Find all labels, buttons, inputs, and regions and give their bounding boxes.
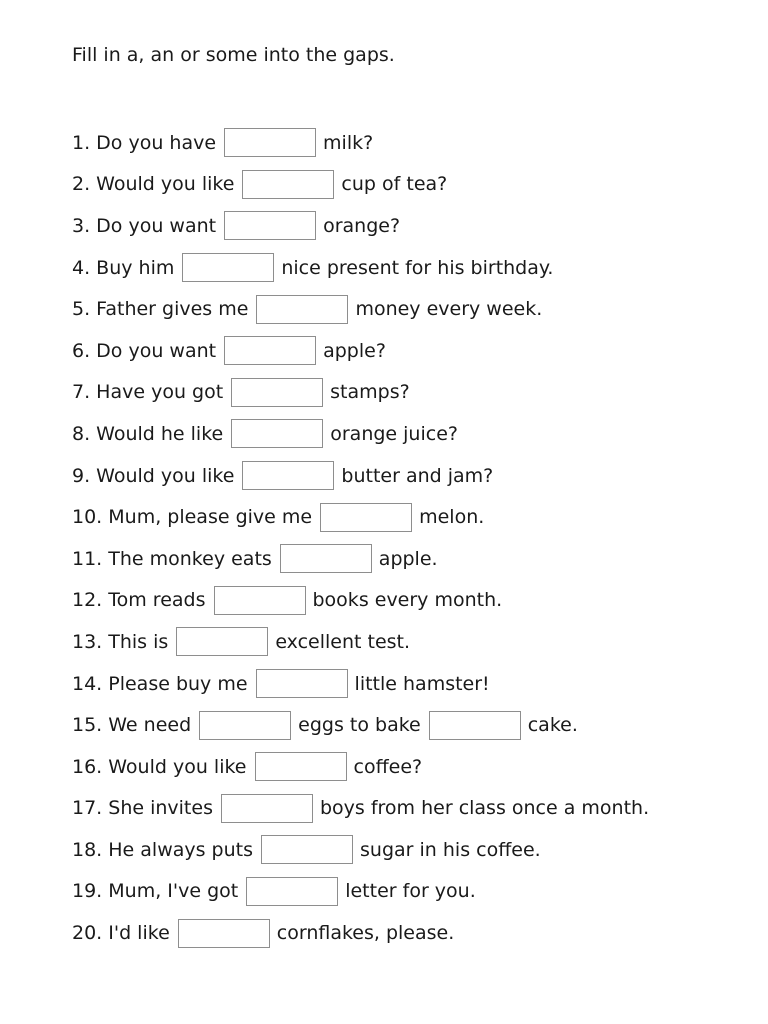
question-prompt: 9. Would you like	[72, 464, 235, 487]
answer-gap-input[interactable]	[199, 711, 291, 740]
question-item	[72, 330, 752, 372]
question-prompt: 11. The monkey eats	[72, 547, 272, 570]
question-item	[72, 788, 752, 830]
question-item	[72, 372, 752, 414]
question-item	[72, 455, 752, 497]
question-prompt: 1. Do you have	[72, 131, 217, 154]
question-item	[72, 288, 752, 330]
question-prompt: 12. Tom reads	[72, 589, 206, 612]
question-prompt: 5. Father gives me	[72, 298, 249, 321]
question-prompt: 2. Would you like	[72, 173, 235, 196]
question-prompt: 10. Mum, please give me	[72, 506, 313, 529]
question-prompt: 18. He always puts	[72, 838, 254, 861]
question-continuation: cake.	[527, 714, 578, 737]
question-continuation: excellent test.	[275, 630, 411, 653]
answer-gap-input[interactable]	[224, 128, 316, 157]
question-continuation: letter for you.	[345, 880, 476, 903]
answer-gap-input[interactable]	[178, 919, 270, 948]
question-continuation: stamps?	[330, 381, 410, 404]
answer-gap-input[interactable]	[176, 627, 268, 656]
question-item	[72, 247, 752, 289]
question-prompt: 4. Buy him	[72, 256, 175, 279]
question-continuation: butter and jam?	[341, 464, 494, 487]
answer-gap-input[interactable]	[261, 835, 353, 864]
answer-gap-input[interactable]	[224, 211, 316, 240]
question-list	[72, 122, 752, 954]
question-continuation: apple.	[378, 547, 438, 570]
answer-gap-input[interactable]	[255, 752, 347, 781]
answer-gap-input[interactable]	[429, 711, 521, 740]
question-continuation: apple?	[323, 339, 386, 362]
question-item	[72, 413, 752, 455]
question-continuation: nice present for his birthday.	[281, 256, 554, 279]
answer-gap-input[interactable]	[320, 503, 412, 532]
question-item	[72, 496, 752, 538]
question-continuation: coffee?	[353, 755, 423, 778]
instruction-text: Fill in a, an or some into the gaps.	[72, 44, 395, 66]
question-item	[72, 580, 752, 622]
question-prompt: 8. Would he like	[72, 422, 224, 445]
question-continuation: cup of tea?	[341, 173, 448, 196]
answer-gap-input[interactable]	[242, 461, 334, 490]
question-continuation: melon.	[419, 506, 485, 529]
answer-gap-input[interactable]	[231, 419, 323, 448]
question-item	[72, 164, 752, 206]
question-prompt: 6. Do you want	[72, 339, 217, 362]
question-item	[72, 205, 752, 247]
question-item	[72, 122, 752, 164]
question-continuation: little hamster!	[354, 672, 490, 695]
question-item	[72, 621, 752, 663]
question-prompt: 17. She invites	[72, 797, 213, 820]
answer-gap-input[interactable]	[280, 544, 372, 573]
question-continuation: sugar in his coffee.	[360, 838, 541, 861]
answer-gap-input[interactable]	[231, 378, 323, 407]
answer-gap-input[interactable]	[221, 794, 313, 823]
answer-gap-input[interactable]	[182, 253, 274, 282]
question-continuation: orange?	[323, 214, 401, 237]
question-item	[72, 829, 752, 871]
question-continuation: cornflakes, please.	[276, 922, 455, 945]
answer-gap-input[interactable]	[246, 877, 338, 906]
answer-gap-input[interactable]	[256, 669, 348, 698]
answer-gap-input[interactable]	[242, 170, 334, 199]
question-prompt: 7. Have you got	[72, 381, 224, 404]
question-continuation: money every week.	[355, 298, 543, 321]
question-prompt: 13. This is	[72, 630, 169, 653]
answer-gap-input[interactable]	[256, 295, 348, 324]
question-continuation: books every month.	[312, 589, 503, 612]
question-prompt: 20. I'd like	[72, 922, 170, 945]
question-prompt: 3. Do you want	[72, 214, 217, 237]
question-prompt: 14. Please buy me	[72, 672, 248, 695]
question-item	[72, 746, 752, 788]
answer-gap-input[interactable]	[214, 586, 306, 615]
question-continuation: milk?	[323, 131, 374, 154]
question-item	[72, 704, 752, 746]
question-item	[72, 871, 752, 913]
question-item	[72, 912, 752, 954]
worksheet	[72, 42, 752, 954]
question-item	[72, 663, 752, 705]
question-prompt: 19. Mum, I've got	[72, 880, 239, 903]
question-continuation: eggs to bake	[298, 714, 421, 737]
question-continuation: orange juice?	[330, 422, 458, 445]
question-item	[72, 538, 752, 580]
answer-gap-input[interactable]	[224, 336, 316, 365]
question-prompt: 16. Would you like	[72, 755, 247, 778]
question-continuation: boys from her class once a month.	[319, 797, 650, 820]
question-prompt: 15. We need	[72, 714, 192, 737]
